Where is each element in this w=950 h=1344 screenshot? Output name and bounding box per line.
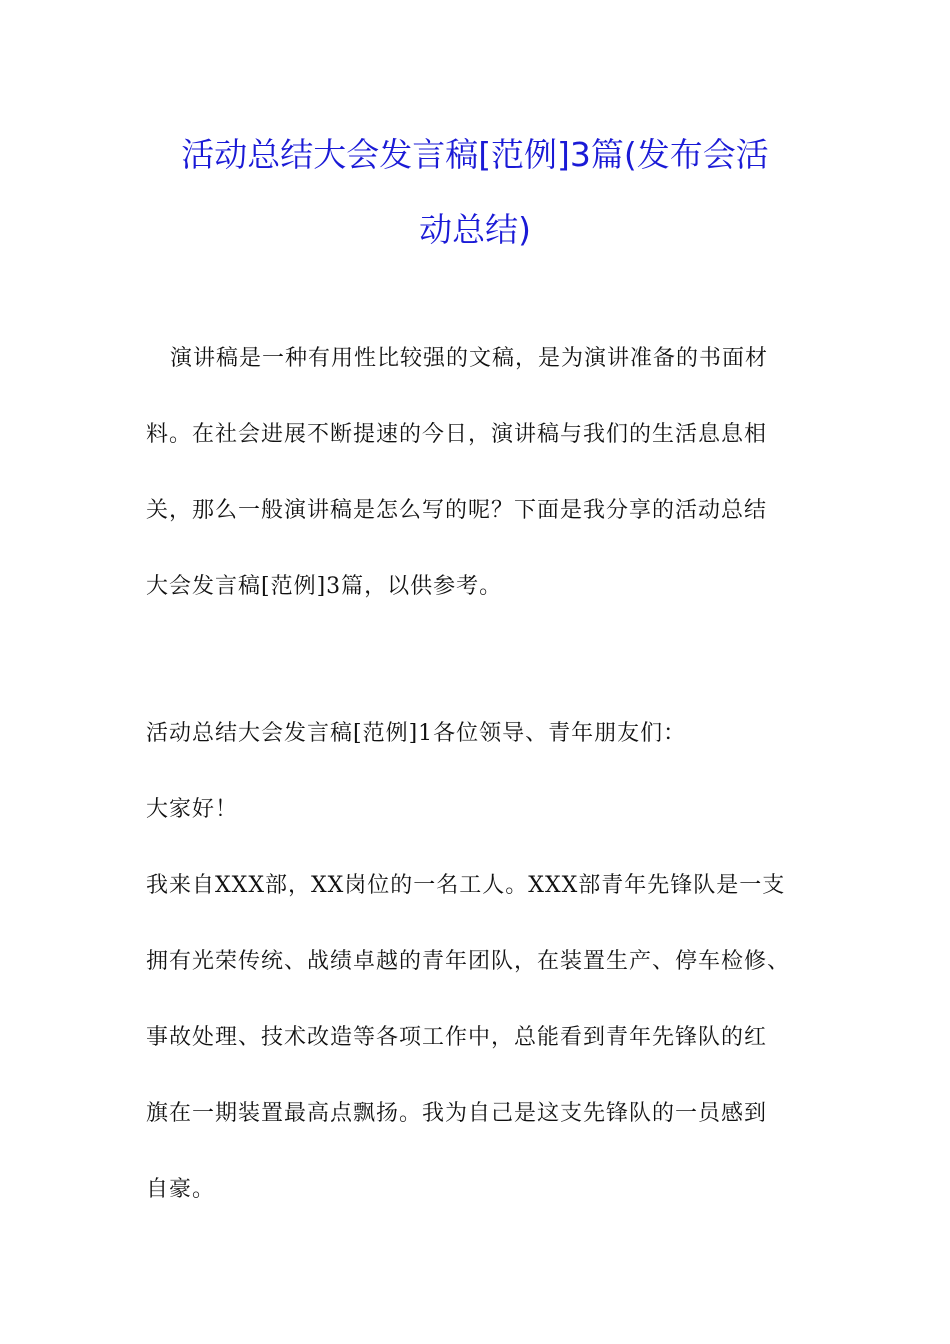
intro-line: 大会发言稿[范例]3篇，以供参考。 xyxy=(146,574,503,599)
paragraph-line: 我来自XXX部，XX岗位的一名工人。XXX部青年先锋队是一支 xyxy=(146,873,786,898)
document-title xyxy=(120,117,830,267)
intro-paragraph xyxy=(146,321,826,625)
intro-line: 关，那么一般演讲稿是怎么写的呢？下面是我分享的活动总结 xyxy=(146,498,768,523)
greeting: 大家好！ xyxy=(146,797,239,822)
intro-line: 演讲稿是一种有用性比较强的文稿，是为演讲准备的书面材 xyxy=(170,346,769,371)
section-1 xyxy=(146,696,826,1228)
title-line-2: 动总结) xyxy=(419,210,531,249)
intro-line: 料。在社会进展不断提速的今日，演讲稿与我们的生活息息相 xyxy=(146,422,768,447)
paragraph-line: 旗在一期装置最高点飘扬。我为自己是这支先锋队的一员感到 xyxy=(146,1101,768,1126)
paragraph-line: 自豪。 xyxy=(146,1177,216,1202)
paragraph-line: 事故处理、技术改造等各项工作中，总能看到青年先锋队的红 xyxy=(146,1025,768,1050)
paragraph-line: 拥有光荣传统、战绩卓越的青年团队，在装置生产、停车检修、 xyxy=(146,949,791,974)
title-line-1: 活动总结大会发言稿[范例]3篇(发布会活 xyxy=(181,135,769,174)
section-heading: 活动总结大会发言稿[范例]1各位领导、青年朋友们： xyxy=(146,721,687,746)
